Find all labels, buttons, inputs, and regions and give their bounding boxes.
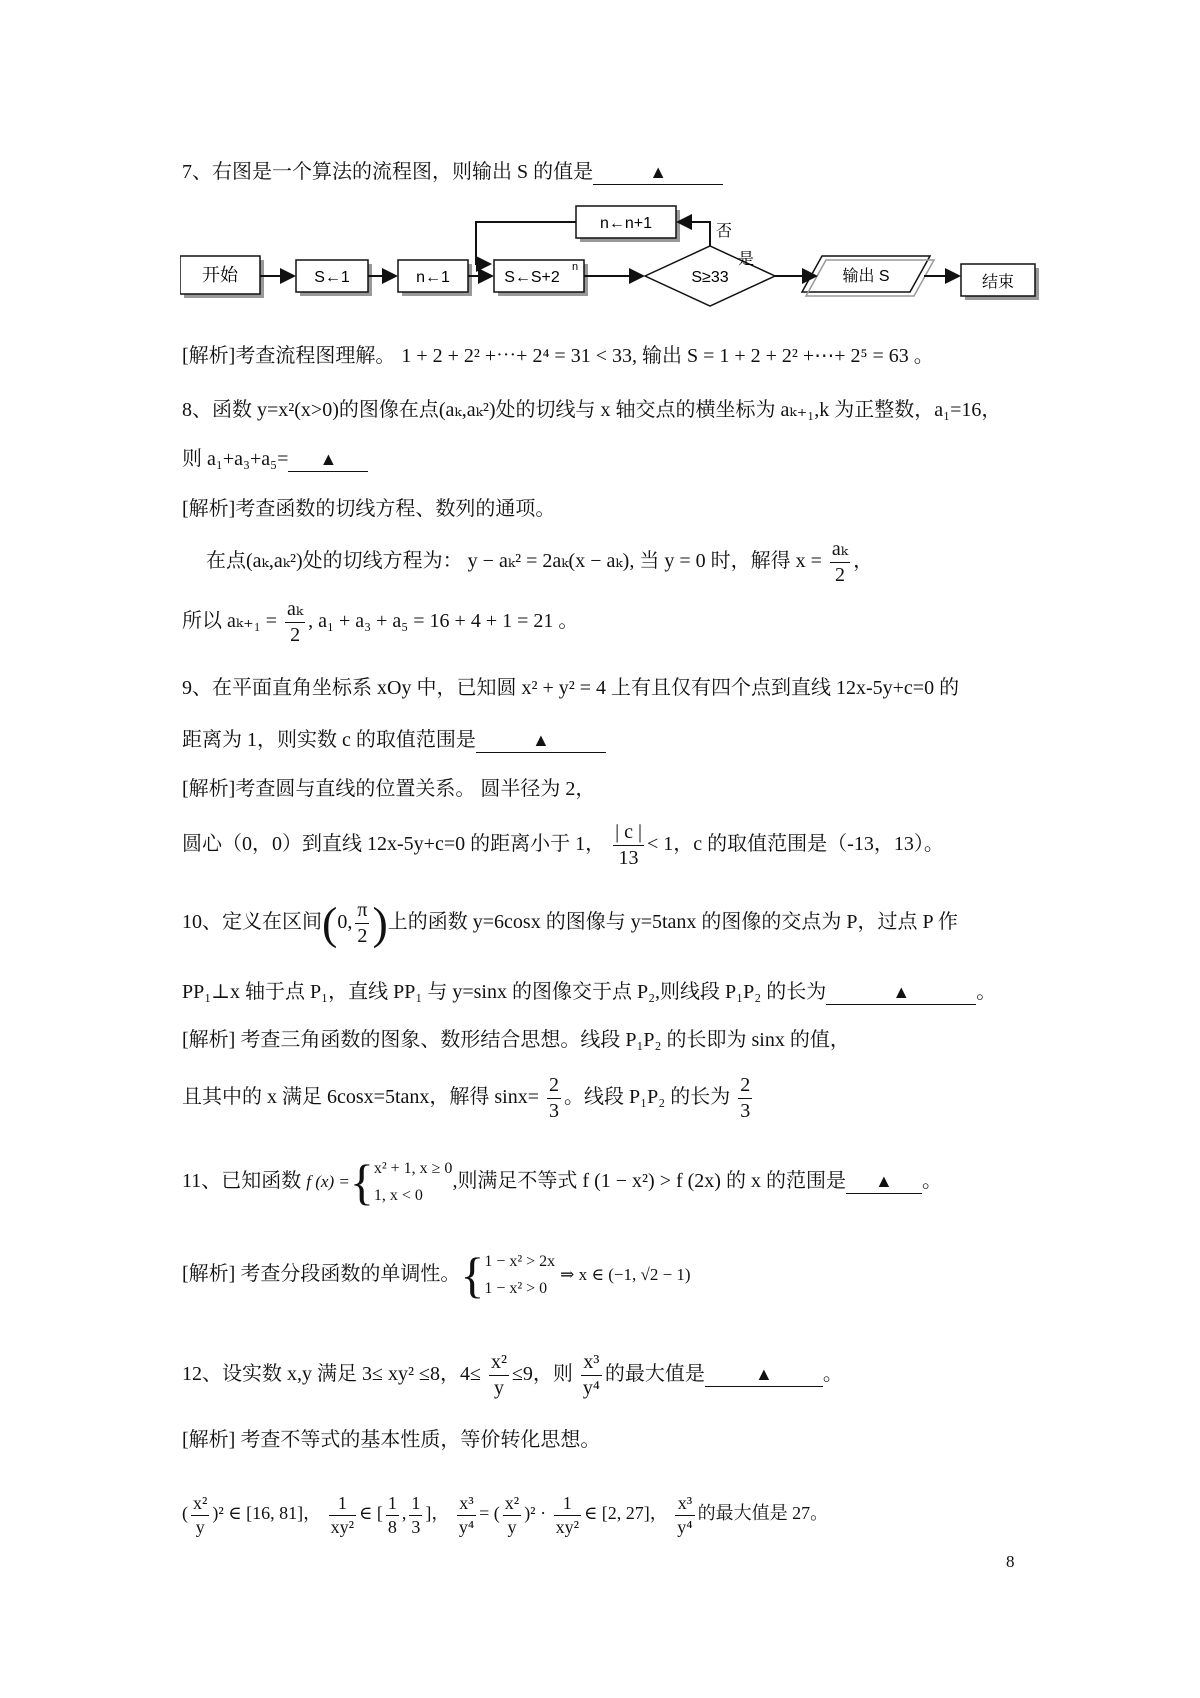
q12-analysis: [解析] 考查不等式的基本性质，等价转化思想。 xyxy=(182,1429,601,1451)
q12-w-frac-6: $\frac{\text{x²}}{y}$ xyxy=(504,1493,520,1537)
q12-w-frac-3: $\frac{1}{8}$ xyxy=(387,1493,397,1537)
q12-w-frac-2: $\frac{1}{\text{xy²}}$ xyxy=(330,1493,355,1537)
q8-answer-blank: ▲ xyxy=(288,447,368,472)
q11-answer-blank: ▲ xyxy=(846,1169,922,1194)
q8-question-cont: 则 a₁+a₃+a₅= ▲ xyxy=(182,447,368,472)
q8-work-2: 所以 aₖ₊₁ = $\frac{\text{aₖ}}{2}$ , a₁ + a₃ + a₅ = 16 + 4 + 1 = 21 。 xyxy=(182,598,579,646)
flow-output-label: 输出 S xyxy=(842,268,890,285)
q9-answer-blank: ▲ xyxy=(476,728,606,753)
flow-update-label: S←S+2 xyxy=(504,269,560,286)
q10-frac-2-3b: $\frac{2}{3}$ xyxy=(740,1074,751,1122)
q8-analysis: [解析]考查函数的切线方程、数列的通项。 xyxy=(182,498,556,520)
flow-yes-label: 是 xyxy=(738,251,755,268)
flow-s-init-label: S←1 xyxy=(314,269,350,286)
q11-question: 11、已知函数 f (x) ={ x² + 1, x ≥ 0 1, x < 0 ,则满足不等式 f (1 − x²) > f (2x) 的 x 的范围是 ▲ 。 xyxy=(182,1154,942,1211)
q12-w-frac-4: $\frac{1}{3}$ xyxy=(411,1493,421,1537)
q11-analysis: [解析] 考查分段函数的单调性。{ 1 − x² > 2x 1 − x² > 0 ⇒ x ∈ (−1, √2 − 1) xyxy=(182,1247,691,1304)
flow-update-sup: n xyxy=(572,261,579,273)
q8-question: 8、函数 y=x²(x>0)的图像在点(aₖ,aₖ²)处的切线与 x 轴交点的横坐标为 aₖ₊₁,k 为正整数，a₁=16， xyxy=(182,399,1002,421)
q11-system: 1 − x² > 2x 1 − x² > 0 xyxy=(484,1253,556,1298)
q9-analysis: [解析]考查圆与直线的位置关系。 圆半径为 2， xyxy=(182,778,596,800)
q10-frac-2-3: $\frac{2}{3}$ xyxy=(549,1074,559,1122)
page-number: 8 xyxy=(1006,1552,1015,1571)
flow-increment-label: n←n+1 xyxy=(599,215,653,232)
q12-frac-x2-y: $\frac{\text{x²}}{y}$ xyxy=(490,1351,507,1399)
q10-question-cont: PP₁⊥x 轴于点 P₁，直线 PP₁ 与 y=sinx 的图像交于点 P₂,则线段 P₁P₂ 的长为 ▲ 。 xyxy=(182,981,997,1003)
q8-frac-ak-2b: $\frac{\text{aₖ}}{2}$ xyxy=(286,598,304,646)
q12-w-frac-7: $\frac{1}{\text{xy²}}$ xyxy=(555,1493,579,1537)
q12-w-frac-8: $\frac{\text{x³}}{\text{y⁴}}$ xyxy=(677,1493,693,1537)
q7-question: 7、右图是一个算法的流程图，则输出 S 的值是 ▲ xyxy=(182,160,723,185)
q11-piecewise: x² + 1, x ≥ 0 1, x < 0 xyxy=(373,1160,453,1205)
q10-question: 10、定义在区间(0, $\frac{\pi}{2}$ )上的函数 y=6cosx 的图像与 y=5tanx 的图像的交点为 P，过点 P 作 xyxy=(182,897,958,949)
flow-no-label: 否 xyxy=(716,223,733,240)
q10-answer-blank: ▲ xyxy=(826,980,976,1005)
q10-work: 且其中的 x 满足 6cosx=5tanx，解得 sinx= $\frac{2}{3}$ 。线段 P₁P₂ 的长为 $\frac{2}{3}$ xyxy=(182,1074,751,1122)
flow-n-init-label: n←1 xyxy=(416,269,450,286)
q12-frac-x3-y4: $\frac{\text{x³}}{\text{y⁴}}$ xyxy=(582,1351,600,1399)
q10-analysis: [解析] 考查三角函数的图象、数形结合思想。线段 P₁P₂ 的长即为 sinx 的值， xyxy=(182,1029,850,1051)
q7-flowchart xyxy=(180,200,1060,310)
q12-w-frac-1: $\frac{\text{x²}}{y}$ xyxy=(193,1493,208,1537)
q7-analysis: [解析]考查流程图理解。 1 + 2 + 2² +⋯+ 2⁴ = 31 < 33, 输出 S = 1 + 2 + 2² +⋯+ 2⁵ = 63 。 xyxy=(182,345,934,367)
q9-question: 9、在平面直角坐标系 xOy 中，已知圆 x² + y² = 4 上有且仅有四个点到直线 12x-5y+c=0 的 xyxy=(182,677,960,699)
flow-end-label: 结束 xyxy=(981,274,1015,291)
q12-answer-blank: ▲ xyxy=(705,1362,823,1387)
q12-work: ( $\frac{\text{x²}}{y}$ )² ∈ [16, 81]， $\frac{1}{\text{xy²}}$ ∈ [ $\frac{1}{8}$ , $\frac{1}{3}$ ]， $\frac{\text{x³}}{\text{y⁴}}$ = ( $\frac{\text{x²}}{y}$ )² · $\frac{1}{\text{xy²}}$ ∈ [2, 27]， $\frac{\text{x³}}{\text{y⁴}}$ 的最大值是 27。 xyxy=(182,1493,829,1537)
q7-answer-blank: ▲ xyxy=(593,160,723,185)
q9-frac-c-13: $\frac{| c |}{13}$ xyxy=(615,821,642,869)
q10-frac-pi-2: $\frac{\pi}{2}$ xyxy=(357,899,368,947)
q8-frac-ak-2: $\frac{\text{aₖ}}{2}$ xyxy=(831,538,849,586)
q9-question-cont: 距离为 1，则实数 c 的取值范围是 ▲ xyxy=(182,728,606,753)
q8-work-1: 在点(aₖ,aₖ²)处的切线方程为： y − aₖ² = 2aₖ(x − aₖ), 当 y = 0 时，解得 x = $\frac{\text{aₖ}}{2}$ ， xyxy=(206,538,874,586)
flow-condition-label: S≥33 xyxy=(691,269,729,286)
flow-start-label: 开始 xyxy=(202,265,238,285)
q9-work: 圆心（0，0）到直线 12x-5y+c=0 的距离小于 1， $\frac{| c |}{13}$ < 1，c 的取值范围是（-13，13）。 xyxy=(182,821,944,869)
q12-question: 12、设实数 x,y 满足 3≤ xy² ≤8，4≤ $\frac{\text{x²}}{y}$ ≤9，则 $\frac{\text{x³}}{\text{y⁴}}$ 的最大值是 ▲ 。 xyxy=(182,1351,843,1399)
q12-w-frac-5: $\frac{\text{x³}}{\text{y⁴}}$ xyxy=(458,1493,475,1537)
